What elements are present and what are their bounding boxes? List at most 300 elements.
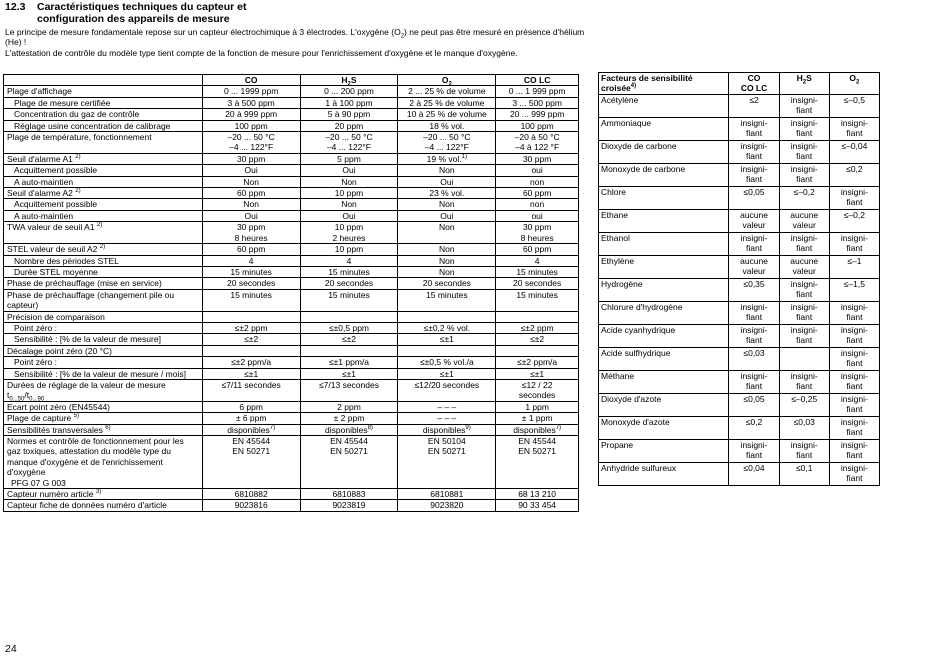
spec-value-text: Non xyxy=(439,199,455,210)
spec-row xyxy=(4,289,579,311)
spec-value-text: 15 minutes xyxy=(516,289,558,300)
spec-value xyxy=(398,188,496,199)
spec-value-text: EN 45544 EN 50271 xyxy=(518,436,557,457)
cross-header-h2s-h: H xyxy=(796,73,803,83)
spec-value xyxy=(496,199,579,210)
cross-value: ≤0,04 xyxy=(729,462,779,485)
spec-value xyxy=(496,413,579,424)
spec-value xyxy=(300,109,398,120)
spec-value-text: 15 minutes xyxy=(516,266,558,277)
spec-value xyxy=(300,436,398,489)
spec-label xyxy=(4,266,203,277)
spec-value xyxy=(300,311,398,322)
spec-value xyxy=(496,322,579,333)
spec-value-text: ≤±1 xyxy=(244,368,259,379)
spec-value-text: 6810881 xyxy=(430,489,464,500)
section-title-line2: configuration des appareils de mesure xyxy=(37,13,230,25)
spec-value xyxy=(398,357,496,368)
spec-value xyxy=(496,120,579,131)
spec-value-text: 1 à 100 ppm xyxy=(325,97,373,108)
cross-value: ≤0,03 xyxy=(729,347,779,370)
spec-value-text: ≤±2 xyxy=(244,334,259,345)
spec-row xyxy=(4,109,579,120)
spec-value xyxy=(398,345,496,356)
spec-value-text: ≤±1 xyxy=(530,368,545,379)
spec-value-text: 6810882 xyxy=(234,489,268,500)
cross-value: insigni- fiant xyxy=(829,347,879,370)
cross-value: ≤0,03 xyxy=(779,416,829,439)
spec-value xyxy=(300,334,398,345)
spec-value xyxy=(300,322,398,333)
spec-value-text: 20 secondes xyxy=(513,278,562,289)
section-title-line1: Caractéristiques techniques du capteur et xyxy=(37,1,247,13)
cross-row xyxy=(599,232,880,255)
spec-value xyxy=(202,334,300,345)
spec-row xyxy=(4,436,579,489)
cross-value: insigni- fiant xyxy=(829,117,879,140)
spec-value-text: 20 secondes xyxy=(324,278,374,289)
spec-value-text: 9023816 xyxy=(234,500,268,511)
spec-value-text: 18 % vol. xyxy=(429,120,465,131)
cross-value: insigni- fiant xyxy=(729,370,779,393)
spec-value-text: 0 ... 1 999 ppm xyxy=(508,86,566,97)
cross-value: ≤–0,2 xyxy=(829,209,879,232)
spec-value-text: 2 ppm xyxy=(337,401,361,412)
spec-value xyxy=(398,109,496,120)
cross-header-co xyxy=(729,73,779,95)
spec-value xyxy=(398,165,496,176)
spec-value xyxy=(300,500,398,511)
spec-value-text: ≤±0,2 % vol. xyxy=(423,322,471,333)
spec-value-text: ≤±0,5 % vol./a xyxy=(419,357,474,368)
cross-row xyxy=(599,347,880,370)
spec-value-text: 30 ppm 8 heures xyxy=(234,222,268,243)
section-heading xyxy=(5,1,246,25)
spec-label-text: A auto-maintien xyxy=(14,210,74,221)
spec-label-text: Plage de capture xyxy=(7,413,72,424)
cross-header-h2s-s: S xyxy=(806,73,812,83)
spec-label-extra: PFG 07 G 003 xyxy=(11,477,66,488)
footnote-ref: 7) xyxy=(555,424,562,431)
cross-gas: Ethanol xyxy=(599,232,729,255)
spec-value-text: oui xyxy=(531,165,543,176)
cross-value: insigni- fiant xyxy=(729,140,779,163)
spec-value-text: –20 ... 50 °C –4 ... 122°F xyxy=(325,132,373,153)
spec-label-text: Plage de température, fonctionnement xyxy=(7,132,152,143)
spec-value xyxy=(398,413,496,424)
spec-value-text: 4 xyxy=(534,255,540,266)
spec-value xyxy=(202,244,300,255)
cross-gas: Chlorure d'hydrogène xyxy=(599,301,729,324)
spec-value xyxy=(398,97,496,108)
spec-label xyxy=(4,289,203,311)
spec-row xyxy=(4,210,579,221)
spec-value xyxy=(398,199,496,210)
spec-value-text: Oui xyxy=(244,210,258,221)
spec-value xyxy=(300,289,398,311)
spec-value-text: ≤±2 xyxy=(530,334,545,345)
spec-label xyxy=(4,165,203,176)
spec-label xyxy=(4,334,203,345)
spec-value-text: 68 13 210 xyxy=(518,489,557,500)
cross-value: ≤0,05 xyxy=(729,393,779,416)
spec-value xyxy=(398,379,496,401)
spec-value xyxy=(202,120,300,131)
spec-value-text: – – – xyxy=(437,413,457,424)
spec-label-text: A auto-maintien xyxy=(14,176,74,187)
cross-value: insigni- fiant xyxy=(829,324,879,347)
spec-label-text: Nombre des périodes STEL xyxy=(14,255,119,266)
spec-value xyxy=(398,500,496,511)
cross-value: insigni- fiant xyxy=(829,416,879,439)
spec-value xyxy=(202,401,300,412)
spec-value-text: ≤±1 xyxy=(439,368,454,379)
spec-label xyxy=(4,176,203,187)
header-o2-o: O xyxy=(441,75,449,85)
spec-label-text: Décalage point zéro (20 °C) xyxy=(7,345,112,356)
cross-gas: Dioxyde de carbone xyxy=(599,140,729,163)
spec-value xyxy=(300,401,398,412)
cross-value: insigni- fiant xyxy=(829,393,879,416)
spec-row xyxy=(4,413,579,424)
cross-header-o2 xyxy=(829,73,879,95)
spec-value-text: 15 minutes xyxy=(328,289,370,300)
cross-header-co-b: CO LC xyxy=(740,83,768,94)
spec-value-text: 3 à 500 ppm xyxy=(227,97,275,108)
cross-gas: Dioxyde d'azote xyxy=(599,393,729,416)
spec-value xyxy=(300,489,398,500)
spec-value xyxy=(202,368,300,379)
spec-value-text: Non xyxy=(439,255,455,266)
cross-header-h2s-sub: 2 xyxy=(802,79,807,86)
cross-row xyxy=(599,416,880,439)
spec-value xyxy=(202,322,300,333)
cross-value: insigni- fiant xyxy=(829,462,879,485)
spec-label-text: Réglage usine concentration de calibrage xyxy=(14,120,171,131)
cross-value: ≤0,35 xyxy=(729,278,779,301)
cross-row xyxy=(599,301,880,324)
spec-row xyxy=(4,86,579,97)
spec-value-text: ≤±1 xyxy=(341,368,357,379)
spec-label xyxy=(4,109,203,120)
cross-value: insigni- fiant xyxy=(729,439,779,462)
spec-value xyxy=(300,132,398,154)
spec-value-text: EN 45544 EN 50271 xyxy=(232,436,271,457)
intro-p1-a: Le principe de mesure fondamentale repose sur un capteur électrochimique à 3 électrodes. L'oxygène (O xyxy=(5,27,401,37)
spec-label-text: Phase de préchauffage (changement pile ou capteur) xyxy=(7,289,175,311)
spec-label-text: Phase de préchauffage (mise en service) xyxy=(7,278,162,289)
cross-value: ≤0,2 xyxy=(829,163,879,186)
specs-header-row xyxy=(4,75,579,86)
spec-value xyxy=(496,97,579,108)
spec-label-text: Point zéro : xyxy=(14,322,57,333)
spec-value-text: 4 xyxy=(346,255,352,266)
spec-value xyxy=(398,289,496,311)
cross-value: insigni- fiant xyxy=(779,324,829,347)
spec-row xyxy=(4,322,579,333)
spec-row xyxy=(4,334,579,345)
cross-value: insigni- fiant xyxy=(729,324,779,347)
spec-value-text: Oui xyxy=(440,176,454,187)
spec-value-text: oui xyxy=(531,210,543,221)
cross-gas: Ethane xyxy=(599,209,729,232)
spec-value-text: 9023819 xyxy=(332,500,366,511)
spec-value-text: ≤±0,5 ppm xyxy=(328,322,369,333)
spec-value xyxy=(496,165,579,176)
spec-value xyxy=(300,222,398,244)
spec-row xyxy=(4,176,579,187)
spec-value-text: –20 ... 50 °C –4 ... 122°F xyxy=(423,132,471,153)
spec-value xyxy=(300,255,398,266)
spec-value xyxy=(300,413,398,424)
cross-value: insigni- fiant xyxy=(779,370,829,393)
spec-value-text: 10 ppm xyxy=(334,188,364,199)
spec-value-text: ≤±2 ppm/a xyxy=(231,357,272,368)
spec-value-text: ≤±1 ppm/a xyxy=(328,357,369,368)
specs-table xyxy=(3,74,579,512)
spec-value xyxy=(202,86,300,97)
spec-value-text: ± 6 ppm xyxy=(235,413,267,424)
cross-row xyxy=(599,94,880,117)
spec-label-text: Sensibilité : [% de la valeur de mesure] xyxy=(14,334,161,345)
footnote-ref: 2) xyxy=(99,244,106,251)
spec-label xyxy=(4,424,203,435)
spec-label-text: Durées de réglage de la valeur de mesure t xyxy=(7,379,166,401)
page-number: 24 xyxy=(5,643,17,655)
spec-value-text: 19 % vol. xyxy=(426,153,462,164)
cross-value: aucune valeur xyxy=(729,255,779,278)
spec-label-text: Plage d'affichage xyxy=(7,86,72,97)
cross-row xyxy=(599,140,880,163)
spec-label-text: Concentration du gaz de contrôle xyxy=(14,109,140,120)
header-h2s-h: H xyxy=(341,75,348,85)
spec-label xyxy=(4,311,203,322)
cross-gas: Anhydride sulfureux xyxy=(599,462,729,485)
header-colc: CO LC xyxy=(496,75,579,86)
spec-value xyxy=(496,188,579,199)
intro-p1-b: ) ne peut pas être mesuré en présence d'hélium (He) ! xyxy=(5,27,585,48)
spec-value xyxy=(496,244,579,255)
cross-value: insigni- fiant xyxy=(779,140,829,163)
spec-value-text: 30 ppm 8 heures xyxy=(520,222,554,243)
spec-value xyxy=(496,500,579,511)
spec-label-text: Capteur numéro article xyxy=(7,489,94,500)
spec-value-text: 20 ppm xyxy=(334,120,364,131)
spec-value xyxy=(300,210,398,221)
spec-value-text: 6810883 xyxy=(332,489,366,500)
spec-value-text: 0 ... 1999 ppm xyxy=(223,86,279,97)
cross-value: ≤–0,2 xyxy=(779,186,829,209)
cross-value: insigni- fiant xyxy=(729,163,779,186)
spec-value-text: Non xyxy=(341,176,357,187)
spec-label-text: Ecart point zéro (EN45544) xyxy=(7,401,110,412)
spec-row xyxy=(4,266,579,277)
spec-value xyxy=(496,368,579,379)
spec-value xyxy=(300,357,398,368)
spec-label xyxy=(4,153,203,164)
spec-label-text: Seuil d'alarme A2 xyxy=(7,188,73,199)
spec-row xyxy=(4,379,579,401)
spec-label-text: Seuil d'alarme A1 xyxy=(7,153,73,164)
spec-value-text: EN 45544 EN 50271 xyxy=(330,436,368,457)
spec-value xyxy=(300,153,398,164)
cross-value: insigni- fiant xyxy=(829,370,879,393)
spec-value-text: Non xyxy=(243,176,259,187)
cross-value: ≤0,2 xyxy=(729,416,779,439)
spec-value xyxy=(496,132,579,154)
cross-value: insigni- fiant xyxy=(779,117,829,140)
cross-value: ≤–1,5 xyxy=(829,278,879,301)
spec-value xyxy=(300,266,398,277)
spec-value xyxy=(202,109,300,120)
cross-row xyxy=(599,462,880,485)
spec-value xyxy=(202,199,300,210)
spec-value-text: 100 ppm xyxy=(234,120,268,131)
spec-value-text: 5 ppm xyxy=(337,153,361,164)
cross-row xyxy=(599,393,880,416)
spec-value xyxy=(398,311,496,322)
spec-value-text: –20 ... 50 °C –4 ... 122°F xyxy=(227,132,275,153)
spec-value xyxy=(202,188,300,199)
spec-value xyxy=(496,489,579,500)
spec-label xyxy=(4,368,203,379)
cross-value: insigni- fiant xyxy=(779,94,829,117)
spec-value xyxy=(202,278,300,289)
spec-value xyxy=(398,401,496,412)
spec-value-text: disponibles xyxy=(422,424,466,435)
spec-label-text: Acquittement possible xyxy=(14,165,98,176)
spec-label-mid: /t xyxy=(24,390,30,401)
spec-value-text: 2 ... 25 % de volume xyxy=(408,86,486,97)
spec-label xyxy=(4,489,203,500)
spec-value xyxy=(300,120,398,131)
footnote-ref: 9) xyxy=(465,424,471,431)
spec-value xyxy=(398,266,496,277)
cross-value: insigni- fiant xyxy=(829,186,879,209)
spec-label xyxy=(4,222,203,244)
spec-value-text: Oui xyxy=(440,210,454,221)
spec-label xyxy=(4,120,203,131)
spec-label-text: Capteur fiche de données numéro d'article xyxy=(7,500,167,511)
cross-gas: Monoxyde de carbone xyxy=(599,163,729,186)
cross-value: insigni- fiant xyxy=(779,278,829,301)
spec-value xyxy=(398,210,496,221)
spec-value xyxy=(398,436,496,489)
spec-row xyxy=(4,120,579,131)
spec-label xyxy=(4,500,203,511)
spec-value-text: 2 à 25 % de volume xyxy=(409,97,485,108)
spec-value xyxy=(202,489,300,500)
spec-value-text: 30 ppm xyxy=(522,153,552,164)
header-h2s-sub: 2 xyxy=(347,81,351,88)
spec-value-text: 0 ... 200 ppm xyxy=(324,86,374,97)
spec-value-text: EN 50104 EN 50271 xyxy=(427,436,466,457)
spec-value-text: Non xyxy=(439,266,455,277)
spec-row xyxy=(4,278,579,289)
cross-value: insigni- fiant xyxy=(779,301,829,324)
spec-value xyxy=(398,244,496,255)
spec-value-text: ≤12/20 secondes xyxy=(414,379,480,390)
spec-value-text: Oui xyxy=(342,210,356,221)
cross-value: ≤–0,5 xyxy=(829,94,879,117)
spec-value xyxy=(202,255,300,266)
spec-value-text: 5 à 90 ppm xyxy=(327,109,371,120)
footnote-ref: 2) xyxy=(96,222,103,229)
spec-value xyxy=(202,413,300,424)
spec-label xyxy=(4,401,203,412)
footnote-ref: 2) xyxy=(75,188,81,195)
spec-value-text: 60 ppm xyxy=(236,188,266,199)
spec-label-text: Normes et contrôle de fonctionnement pour les gaz toxiques, attestation du modèle type du manque d'oxygène et de l'enrichissement d'oxygène xyxy=(7,436,184,478)
section-number: 12.3 xyxy=(5,1,26,13)
spec-value xyxy=(398,222,496,244)
spec-value xyxy=(300,278,398,289)
spec-value-text: ≤±2 ppm/a xyxy=(517,357,558,368)
footnote-ref: 8) xyxy=(367,424,373,431)
header-o2-sub: 2 xyxy=(448,81,452,88)
cross-value: insigni- fiant xyxy=(829,301,879,324)
cross-gas: Acétylène xyxy=(599,94,729,117)
spec-value xyxy=(202,345,300,356)
spec-label xyxy=(4,357,203,368)
spec-label xyxy=(4,322,203,333)
spec-row xyxy=(4,188,579,199)
spec-label-text: Durée STEL moyenne xyxy=(14,266,98,277)
cross-value: ≤0,1 xyxy=(779,462,829,485)
spec-value-text: 15 minutes xyxy=(230,289,272,300)
spec-value-text: ≤12 / 22 secondes xyxy=(518,379,556,401)
spec-value xyxy=(300,379,398,401)
spec-value-text: ≤7/11 secondes xyxy=(221,379,281,390)
spec-value xyxy=(300,368,398,379)
spec-label xyxy=(4,132,203,154)
spec-row xyxy=(4,132,579,154)
spec-label xyxy=(4,199,203,210)
spec-label-text: Sensibilités transversales xyxy=(7,424,103,435)
spec-value xyxy=(300,188,398,199)
spec-label-text: Précision de comparaison xyxy=(7,311,105,322)
cross-value: ≤2 xyxy=(729,94,779,117)
spec-value-text: 9023820 xyxy=(430,500,464,511)
header-h2s-s: S xyxy=(350,75,357,85)
cross-value: insigni- fiant xyxy=(779,439,829,462)
spec-value-text: non xyxy=(530,199,545,210)
spec-label xyxy=(4,188,203,199)
spec-value-text: ± 2 ppm xyxy=(333,413,365,424)
spec-value-text: 10 ppm xyxy=(334,244,364,255)
cross-value: aucune valeur xyxy=(729,209,779,232)
spec-value-text: 20 secondes xyxy=(422,278,471,289)
cross-header-title xyxy=(599,73,729,95)
spec-label xyxy=(4,345,203,356)
spec-row xyxy=(4,368,579,379)
spec-value-text: ± 1 ppm xyxy=(521,413,553,424)
spec-label-sub: 0...50 xyxy=(9,397,25,404)
spec-value xyxy=(300,345,398,356)
spec-value xyxy=(496,334,579,345)
spec-label xyxy=(4,97,203,108)
spec-value-text: 20 ... 999 ppm xyxy=(509,109,565,120)
spec-row xyxy=(4,401,579,412)
cross-header-o2-sub: 2 xyxy=(856,79,860,86)
cross-header-row xyxy=(599,73,880,95)
spec-value xyxy=(496,401,579,412)
cross-value: insigni- fiant xyxy=(829,439,879,462)
cross-gas: Acide cyanhydrique xyxy=(599,324,729,347)
spec-value-text: Oui xyxy=(244,165,258,176)
cross-header-h2s xyxy=(779,73,829,95)
cross-gas: Monoxyde d'azote xyxy=(599,416,729,439)
